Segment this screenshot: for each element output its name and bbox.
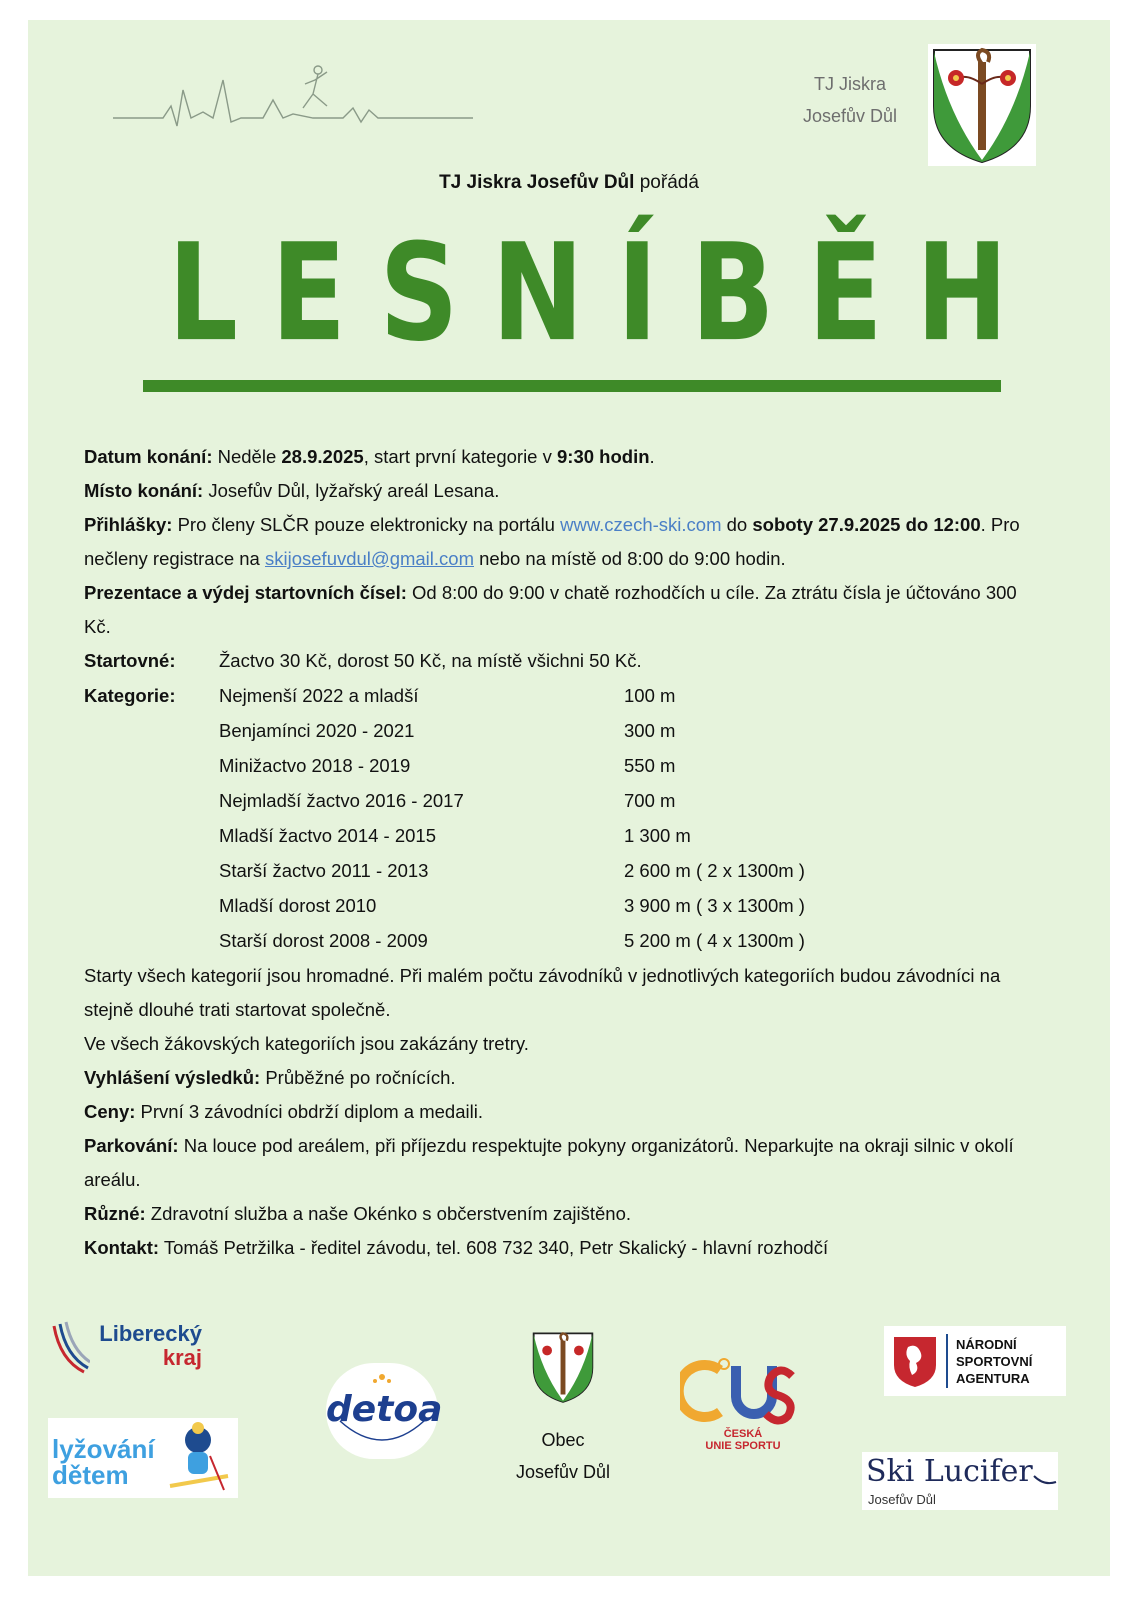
date-line: Datum konání: Neděle 28.9.2025, start první kategorie v 9:30 hodin. (84, 446, 655, 467)
narodni-sportovni-agentura-logo: NÁRODNÍ SPORTOVNÍ AGENTURA (884, 1326, 1066, 1396)
ski-lucifer-logo: Ski Lucifer Josefův Důl (862, 1452, 1058, 1510)
ski-mark-icon (1032, 1472, 1058, 1486)
czech-lion-icon (890, 1333, 940, 1389)
title-letter: B (690, 214, 775, 371)
table-row: Minižactvo 2018 - 2019 550 m (219, 755, 676, 776)
ceska-unie-sportu-logo: ČESKÁ UNIE SPORTU (680, 1356, 806, 1456)
table-row: Mladší dorost 2010 3 900 m ( 3 x 1300m ) (219, 895, 805, 916)
table-row: Starší dorost 2008 - 2009 5 200 m ( 4 x 1300m ) (219, 930, 805, 951)
table-row: Mladší žactvo 2014 - 2015 1 300 m (219, 825, 691, 846)
results-line: Vyhlášení výsledků: Průběžné po ročnících. (84, 1067, 456, 1088)
organizer-line: TJ Jiskra Josefův Důl pořádá (439, 172, 699, 193)
table-row: Kategorie: Nejmenší 2022 a mladší 100 m (84, 685, 676, 706)
event-details (84, 440, 1044, 1265)
registration-paragraph: Přihlášky: Pro členy SLČR pouze elektronicky na portálu www.czech-ski.com do soboty 27.9.2025 do 12:00. Pro nečleny registrace na skijosefuvdul@gmail.com nebo na místě od 8:00 do 9:00 hodin. (84, 514, 1020, 569)
title-letter: N (491, 214, 584, 371)
fee-line: Startovné: Žactvo 30 Kč, dorost 50 Kč, na místě všichni 50 Kč. (84, 650, 642, 671)
category-table (84, 679, 1044, 959)
title-letter: Í (616, 214, 658, 371)
obec-josefuv-dul-logo: Obec Josefův Důl (498, 1324, 628, 1504)
liberecky-kraj-logo: Liberecký kraj (50, 1320, 210, 1376)
detoa-logo: detoa (326, 1363, 438, 1459)
heartbeat-skier-graphic (113, 50, 473, 140)
title-letter: E (271, 214, 347, 371)
table-row: Starší žactvo 2011 - 2013 2 600 m ( 2 x 1300m ) (219, 860, 805, 881)
cus-emblem-icon (680, 1356, 806, 1426)
contact-line: Kontakt: Tomáš Petržilka - ředitel závodu, tel. 608 732 340, Petr Skalický - hlavní rozhodčí (84, 1237, 829, 1258)
divider (946, 1334, 948, 1388)
title-letter: Ě (807, 214, 883, 371)
title-letter: H (916, 214, 1008, 371)
prizes-line: Ceny: První 3 závodníci obdrží diplom a medaili. (84, 1101, 483, 1122)
misc-line: Různé: Zdravotní služba a naše Okénko s občerstvením zajištěno. (84, 1203, 632, 1224)
poster (28, 20, 1110, 1576)
club-name: TJ Jiskra Josefův Důl (802, 74, 898, 126)
email-link[interactable]: skijosefuvdul@gmail.com (265, 548, 474, 569)
liberecky-kraj-swoosh-icon (50, 1320, 90, 1376)
czech-ski-link[interactable]: www.czech-ski.com (560, 514, 722, 535)
lyzovani-detem-logo: lyžování dětem (48, 1418, 238, 1498)
mass-start-note: Starty všech kategorií jsou hromadné. Při malém počtu závodníků v jednotlivých kategoriích budou závodníci na stejně dlouhé trati startovat společně. (84, 965, 1001, 1020)
obec-crest-icon (530, 1324, 596, 1410)
place-line: Místo konání: Josefův Důl, lyžařský areál Lesana. (84, 480, 500, 501)
title-letter: S (379, 214, 459, 371)
table-row: Benjamínci 2020 - 2021 300 m (219, 720, 676, 741)
josefuv-dul-crest-icon (928, 44, 1036, 166)
skier-mascot-icon (164, 1420, 234, 1494)
title-underline (143, 380, 1001, 392)
spikes-note: Ve všech žákovských kategoriích jsou zakázány tretry. (84, 1033, 529, 1054)
table-row: Nejmladší žactvo 2016 - 2017 700 m (219, 790, 676, 811)
page-title (168, 206, 1008, 371)
parking-paragraph: Parkování: Na louce pod areálem, při příjezdu respektujte pokyny organizátorů. Neparkujte na okraji silnic v okolí areálu. (84, 1135, 1014, 1190)
presentation-paragraph: Prezentace a výdej startovních čísel: Od 8:00 do 9:00 v chatě rozhodčích u cíle. Za ztrátu čísla je účtováno 300 Kč. (84, 582, 1017, 637)
title-letter: L (168, 214, 238, 371)
